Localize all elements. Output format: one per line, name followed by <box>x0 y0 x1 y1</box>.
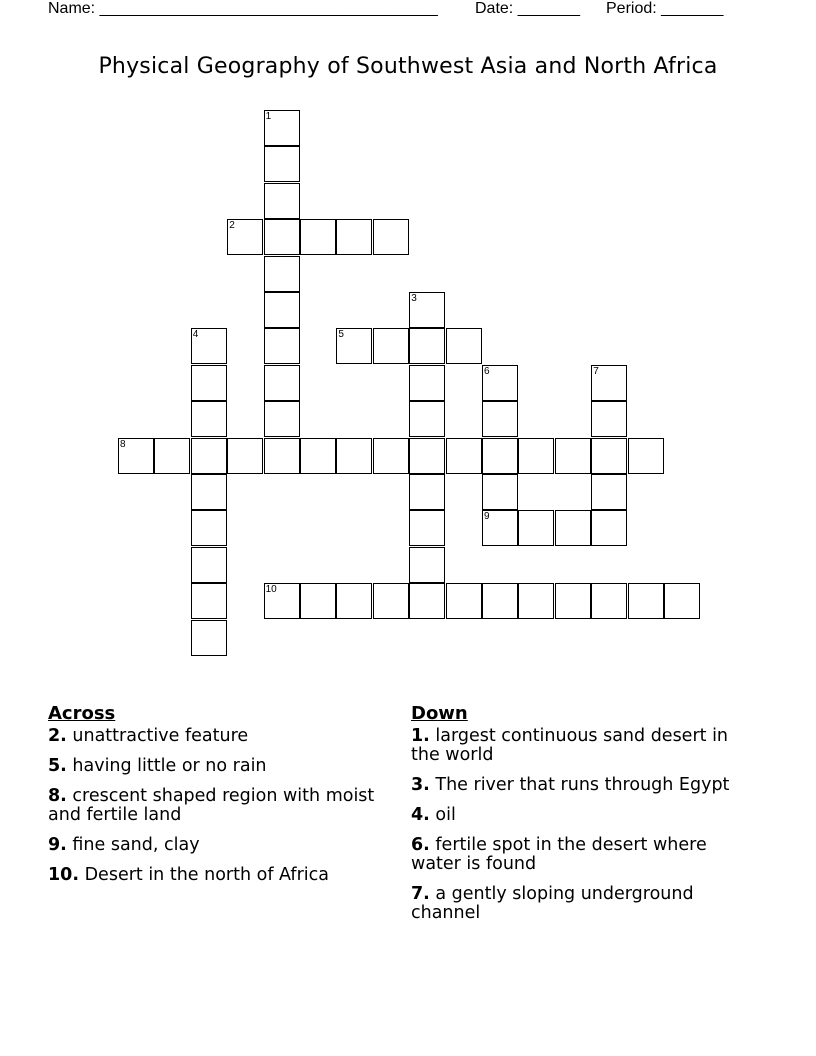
across-heading: Across <box>48 703 116 724</box>
crossword-cell[interactable] <box>264 328 300 364</box>
crossword-cell[interactable] <box>191 401 227 437</box>
crossword-cell[interactable] <box>191 365 227 401</box>
cell-number: 9 <box>484 511 490 523</box>
crossword-cell[interactable] <box>264 219 300 255</box>
crossword-cell[interactable] <box>482 401 518 437</box>
crossword-cell[interactable] <box>264 583 300 619</box>
clue-number: 6. <box>411 835 430 855</box>
crossword-cell[interactable] <box>591 583 627 619</box>
down-clue <box>411 727 756 765</box>
crossword-cell[interactable] <box>336 438 372 474</box>
crossword-cell[interactable] <box>264 365 300 401</box>
cell-number: 1 <box>265 111 272 122</box>
crossword-cell[interactable] <box>409 328 445 364</box>
crossword-cell[interactable] <box>591 510 627 546</box>
crossword-cell[interactable] <box>191 474 227 510</box>
crossword-cell[interactable] <box>264 438 300 474</box>
crossword-cell[interactable] <box>300 219 336 255</box>
clue-text: fertile spot in the desert where water is found <box>411 835 707 874</box>
clue-text: unattractive feature <box>66 726 249 746</box>
crossword-cell[interactable] <box>300 583 336 619</box>
crossword-cell[interactable] <box>409 438 445 474</box>
across-clues <box>48 703 388 896</box>
date-field[interactable]: Date: _______ <box>475 0 580 17</box>
crossword-cell[interactable] <box>264 146 300 182</box>
crossword-cell[interactable] <box>264 292 300 328</box>
across-clue <box>48 787 388 825</box>
clue-text: fine sand, clay <box>66 835 200 855</box>
crossword-cell[interactable] <box>300 438 336 474</box>
crossword-cell[interactable] <box>336 583 372 619</box>
crossword-cell[interactable] <box>191 510 227 546</box>
crossword-cell[interactable] <box>482 365 518 401</box>
crossword-cell[interactable] <box>409 365 445 401</box>
cell-number: 5 <box>338 329 344 341</box>
clue-text: largest continuous sand desert in the world <box>411 726 729 765</box>
across-clue <box>48 757 388 776</box>
crossword-cell[interactable] <box>409 547 445 583</box>
across-clue <box>48 866 388 885</box>
crossword-cell[interactable] <box>446 583 482 619</box>
cell-number: 7 <box>593 365 599 377</box>
period-field[interactable]: Period: _______ <box>606 0 724 17</box>
crossword-cell[interactable] <box>373 583 409 619</box>
cell-number: 4 <box>192 329 199 341</box>
crossword-cell[interactable] <box>191 583 227 619</box>
crossword-cell[interactable] <box>518 438 554 474</box>
crossword-cell[interactable] <box>191 547 227 583</box>
crossword-cell[interactable] <box>373 219 409 255</box>
crossword-cell[interactable] <box>482 438 518 474</box>
crossword-cell[interactable] <box>373 438 409 474</box>
down-clues <box>411 703 756 934</box>
crossword-cell[interactable] <box>591 474 627 510</box>
crossword-cell[interactable] <box>591 401 627 437</box>
crossword-cell[interactable] <box>227 438 263 474</box>
across-clue <box>48 727 388 746</box>
crossword-cell[interactable] <box>409 292 445 328</box>
clue-number: 4. <box>411 805 430 825</box>
crossword-cell[interactable] <box>191 438 227 474</box>
crossword-cell[interactable] <box>664 583 700 619</box>
crossword-cell[interactable] <box>264 183 300 219</box>
down-clue-list <box>411 727 756 923</box>
clue-number: 3. <box>411 775 430 795</box>
crossword-cell[interactable] <box>191 328 227 364</box>
down-clue <box>411 836 756 874</box>
clue-text: Desert in the north of Africa <box>79 865 329 885</box>
crossword-cell[interactable] <box>191 620 227 656</box>
crossword-cell[interactable] <box>227 219 263 255</box>
crossword-cell[interactable] <box>482 474 518 510</box>
clue-number: 8. <box>48 786 67 806</box>
crossword-cell[interactable] <box>336 328 372 364</box>
crossword-cell[interactable] <box>628 438 664 474</box>
down-clue <box>411 885 756 923</box>
across-clue <box>48 836 388 855</box>
clue-number: 2. <box>48 726 67 746</box>
crossword-cell[interactable] <box>264 110 300 146</box>
crossword-cell[interactable] <box>518 583 554 619</box>
crossword-cell[interactable] <box>336 219 372 255</box>
clue-number: 10. <box>48 865 80 885</box>
crossword-cell[interactable] <box>373 328 409 364</box>
crossword-cell[interactable] <box>591 365 627 401</box>
name-field[interactable]: Name: ______________________________________ <box>48 0 438 17</box>
crossword-cell[interactable] <box>628 583 664 619</box>
clue-text: oil <box>429 805 456 825</box>
down-clue <box>411 806 756 825</box>
crossword-cell[interactable] <box>555 583 591 619</box>
clue-text: a gently sloping underground channel <box>411 884 694 923</box>
crossword-cell[interactable] <box>409 401 445 437</box>
down-clue <box>411 776 756 795</box>
cell-number: 3 <box>411 293 417 304</box>
crossword-cell[interactable] <box>409 474 445 510</box>
crossword-cell[interactable] <box>446 328 482 364</box>
crossword-cell[interactable] <box>555 510 591 546</box>
clue-text: crescent shaped region with moist and fertile land <box>48 786 375 825</box>
crossword-cell[interactable] <box>264 256 300 292</box>
clue-number: 5. <box>48 756 67 776</box>
across-clue-list <box>48 727 388 885</box>
crossword-cell[interactable] <box>409 583 445 619</box>
clue-text: having little or no rain <box>66 756 267 776</box>
crossword-cell[interactable] <box>518 510 554 546</box>
cell-number: 6 <box>484 365 490 377</box>
crossword-cell[interactable] <box>591 438 627 474</box>
clue-number: 7. <box>411 884 430 904</box>
cell-number: 2 <box>229 220 235 232</box>
crossword-cell[interactable] <box>482 583 518 619</box>
cell-number: 8 <box>120 438 126 450</box>
clue-number: 9. <box>48 835 67 855</box>
cell-number: 10 <box>265 584 277 596</box>
crossword-cell[interactable] <box>446 438 482 474</box>
crossword-cell[interactable] <box>409 510 445 546</box>
page-title: Physical Geography of Southwest Asia and North Africa <box>98 54 718 79</box>
clue-text: The river that runs through Egypt <box>429 775 730 795</box>
crossword-cell[interactable] <box>118 438 154 474</box>
crossword-cell[interactable] <box>264 401 300 437</box>
crossword-cell[interactable] <box>154 438 190 474</box>
crossword-cell[interactable] <box>482 510 518 546</box>
clue-number: 1. <box>411 726 430 746</box>
crossword-cell[interactable] <box>555 438 591 474</box>
down-heading: Down <box>411 703 468 724</box>
